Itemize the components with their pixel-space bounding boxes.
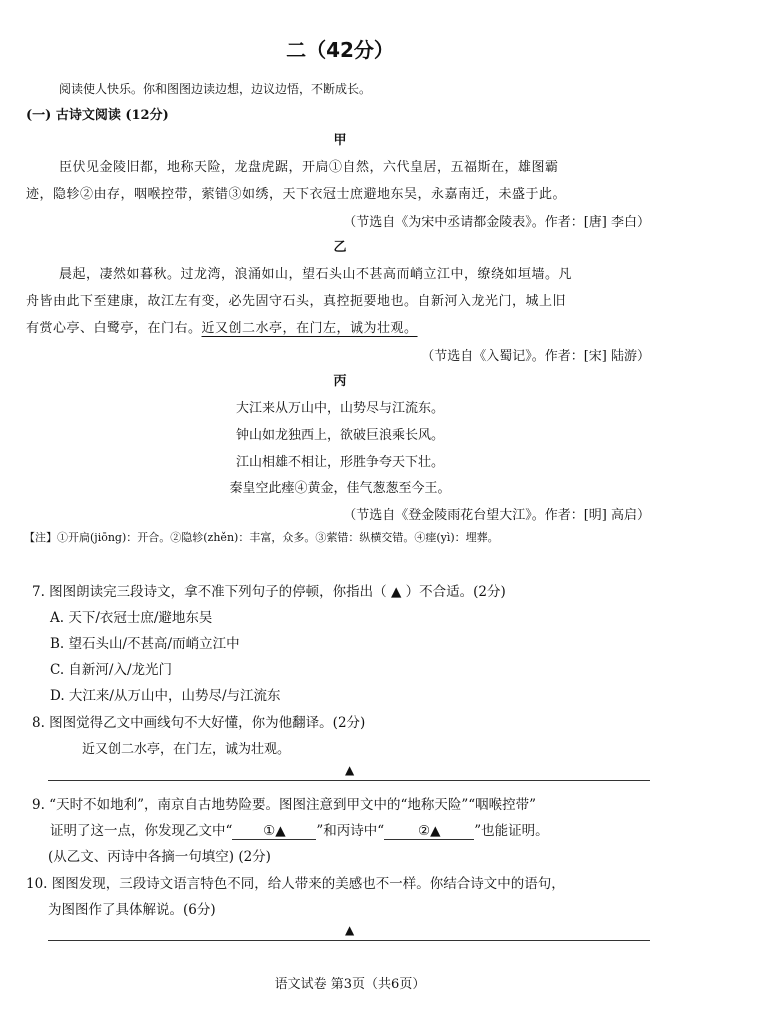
section-heading: (一) 古诗文阅读 (12分) xyxy=(26,108,169,123)
question-9-line-1: 9. “天时不如地利”，南京自古地势险要。图图注意到甲文中的“地称天险”“咽喉控带” xyxy=(32,797,537,813)
yi-line-3 xyxy=(26,317,418,336)
passage-label-jia: 甲 xyxy=(333,133,347,148)
yi-source: （节选自《入蜀记》。作者：[宋] 陆游） xyxy=(421,349,650,364)
question-10-line-1: 10. 图图发现，三段诗文语言特色不同，给人带来的美感也不一样。你结合诗文中的语句， xyxy=(26,876,565,892)
q9-text-c: ”也能证明。 xyxy=(474,823,549,839)
passage-label-bing: 丙 xyxy=(333,374,347,389)
question-7: 7. 图图朗读完三段诗文，拿不准下列句子的停顿，你指出（ ▲ ）不合适。(2分) xyxy=(32,584,506,600)
q9-blank-1[interactable]: ①▲ xyxy=(232,823,316,840)
bing-line-1: 大江来从万山中，山势尽与江流东。 xyxy=(235,401,444,416)
bing-line-2: 钟山如龙独西上，欲破巨浪乘长风。 xyxy=(235,428,444,443)
question-9-line-3: (从乙文、丙诗中各摘一句填空) (2分) xyxy=(48,849,271,865)
yi-line-1: 晨起，凄然如暮秋。过龙湾，浪涌如山，望石头山不甚高而峭立江中，缭绕如垣墙。凡 xyxy=(59,267,573,282)
yi-line-3-plain: 有赏心亭、白鹭亭，在门右。 xyxy=(26,321,202,336)
question-10-line-2: 为图图作了具体解说。(6分) xyxy=(48,902,216,918)
section-title: 二（42分） xyxy=(286,38,394,62)
q10-answer-mark: ▲ xyxy=(345,923,355,937)
bing-line-4: 秦皇空此瘗④黄金，佳气葱葱至今王。 xyxy=(229,481,451,496)
question-8: 8. 图图觉得乙文中画线句不大好懂，你为他翻译。(2分) xyxy=(32,715,366,731)
jia-source: （节选自《为宋中丞请都金陵表》。作者：[唐] 李白） xyxy=(343,215,650,230)
q9-text-b: ”和丙诗中“ xyxy=(316,823,385,839)
q8-sentence: 近又创二水亭，在门左，诚为壮观。 xyxy=(82,742,291,757)
q8-answer-mark: ▲ xyxy=(345,763,355,777)
jia-line-1: 臣伏见金陵旧都，地称天险，龙盘虎踞，开扃①自然，六代皇居，五福斯在，雄图霸 xyxy=(59,160,559,175)
passage-label-yi: 乙 xyxy=(333,240,347,255)
bing-source: （节选自《登金陵雨花台望大江》。作者：[明] 高启） xyxy=(343,508,650,523)
q7-option-c: C. 自新河/入/龙光门 xyxy=(50,662,173,678)
q9-text-a: 证明了这一点，你发现乙文中“ xyxy=(50,823,233,839)
bing-line-3: 江山相雄不相让，形胜争夸天下壮。 xyxy=(235,455,444,470)
q7-option-b: B. 望石头山/不甚高/而峭立江中 xyxy=(50,636,240,652)
intro-text: 阅读使人快乐。你和图图边读边想，边议边悟，不断成长。 xyxy=(59,82,372,96)
q10-answer-line[interactable] xyxy=(48,940,650,941)
footnote: 【注】①开扃(jiōng)：开合。②隐轸(zhěn)：丰富，众多。③萦错：纵横交错。④瘗(yì)：埋葬。 xyxy=(24,531,499,544)
q7-option-a: A. 天下/衣冠士庶/避地东吴 xyxy=(50,610,213,626)
q8-answer-line[interactable] xyxy=(48,780,650,781)
yi-line-2: 舟皆由此下至建康，故江左有变，必先固守石头，真控扼要地也。自新河入龙光门，城上旧 xyxy=(26,294,567,309)
page-footer: 语文试卷 第3页（共6页） xyxy=(274,977,426,992)
jia-line-2: 迹，隐轸②由存，咽喉控带，萦错③如绣，天下衣冠士庶避地东吴，永嘉南迁，未盛于此。 xyxy=(26,187,567,202)
question-9-line-2 xyxy=(50,819,549,840)
q7-option-d: D. 大江来/从万山中，山势尽/与江流东 xyxy=(50,688,281,704)
q9-blank-2[interactable]: ②▲ xyxy=(384,823,474,840)
yi-underlined-sentence: 近又创二水亭，在门左，诚为壮观。 xyxy=(201,321,418,336)
